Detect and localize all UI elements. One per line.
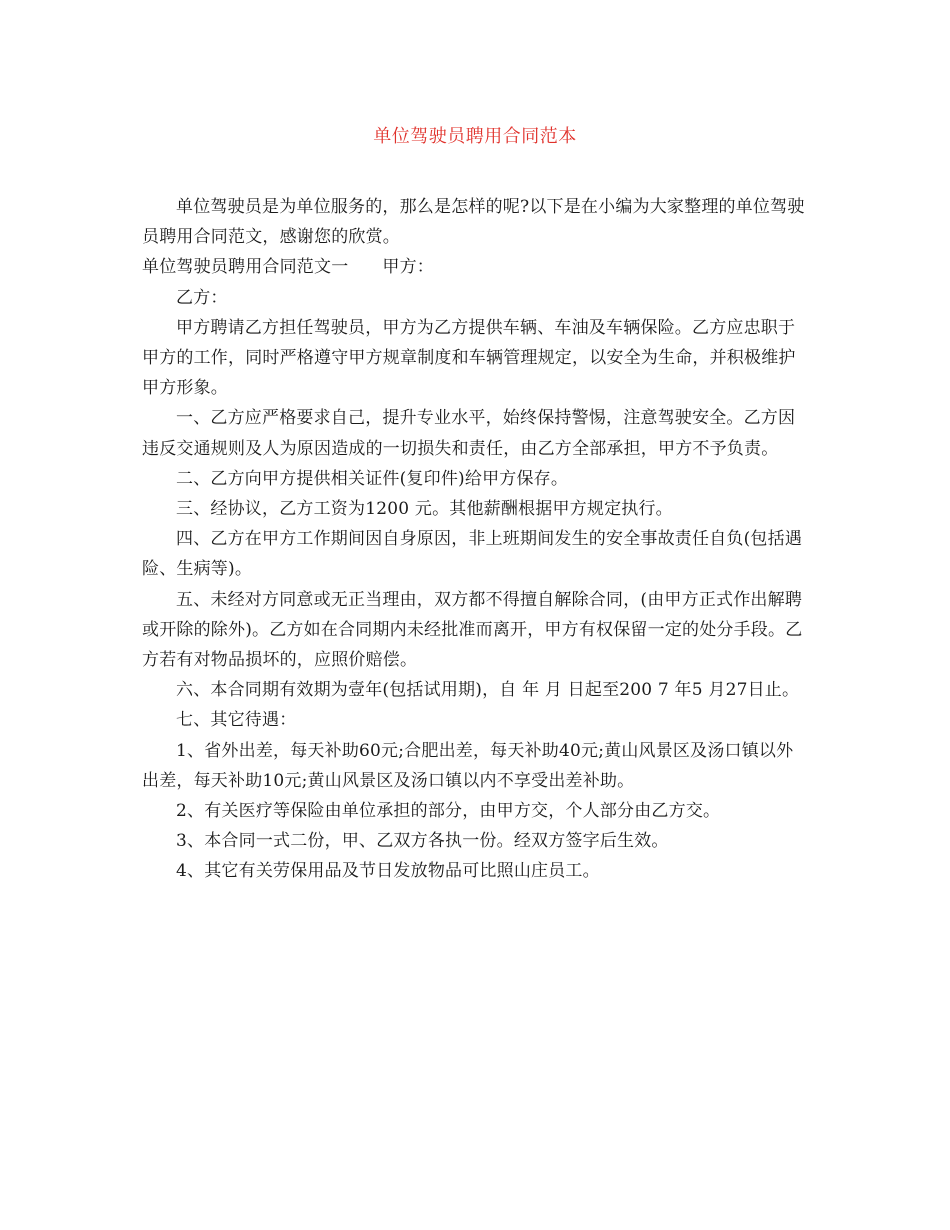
clause-paragraph: 3、本合同一式二份，甲、乙双方各执一份。经双方签字后生效。 xyxy=(176,831,669,852)
party-a-label: 甲方： xyxy=(382,257,435,278)
clause-paragraph: 七、其它待遇： xyxy=(176,710,297,731)
clause-paragraph: 1、省外出差，每天补助60元;合肥出差，每天补助40元;黄山风景区及汤口镇以外出差，每天补助10元;黄山风景区及汤口镇以内不享受出差补助。 xyxy=(142,740,794,791)
intro-paragraph: 单位驾驶员是为单位服务的，那么是怎样的呢?以下是在小编为大家整理的单位驾驶员聘用合同范文，感谢您的欣赏。 xyxy=(142,197,805,248)
document-body xyxy=(142,192,810,887)
party-b-label: 乙方： xyxy=(176,287,228,308)
clause-paragraph: 一、乙方应严格要求自己，提升专业水平，始终保持警惕，注意驾驶安全。乙方因违反交通规则及人为原因造成的一切损失和责任，由乙方全部承担，甲方不予负责。 xyxy=(142,408,796,459)
clause-paragraph: 甲方聘请乙方担任驾驶员，甲方为乙方提供车辆、车油及车辆保险。乙方应忠职于甲方的工作，同时严格遵守甲方规章制度和车辆管理规定，以安全为生命，并积极维护甲方形象。 xyxy=(142,317,796,399)
clause-paragraph: 4、其它有关劳保用品及节日发放物品可比照山庄员工。 xyxy=(176,861,600,882)
clause-paragraph: 五、未经对方同意或无正当理由，双方都不得擅自解除合同，(由甲方正式作出解聘或开除的除外)。乙方如在合同期内未经批准而离开，甲方有权保留一定的处分手段。乙方若有对物品损坏的，应照价赔偿。 xyxy=(142,589,803,671)
clause-paragraph: 三、经协议，乙方工资为1200 元。其他薪酬根据甲方规定执行。 xyxy=(176,499,673,520)
contract-sample-label: 单位驾驶员聘用合同范文一 xyxy=(142,257,349,278)
contract-heading-line xyxy=(142,252,810,282)
clause-paragraph: 六、本合同期有效期为壹年(包括试用期)，自 年 月 日起至200 7 年5 月27日止。 xyxy=(176,680,800,701)
clause-paragraph: 二、乙方向甲方提供相关证件(复印件)给甲方保存。 xyxy=(176,468,569,489)
clause-paragraph: 四、乙方在甲方工作期间因自身原因，非上班期间发生的安全事故责任自负(包括遇险、生病等)。 xyxy=(142,529,803,580)
clause-paragraph: 2、有关医疗等保险由单位承担的部分，由甲方交，个人部分由乙方交。 xyxy=(176,801,721,822)
document-title: 单位驾驶员聘用合同范本 xyxy=(373,126,577,147)
